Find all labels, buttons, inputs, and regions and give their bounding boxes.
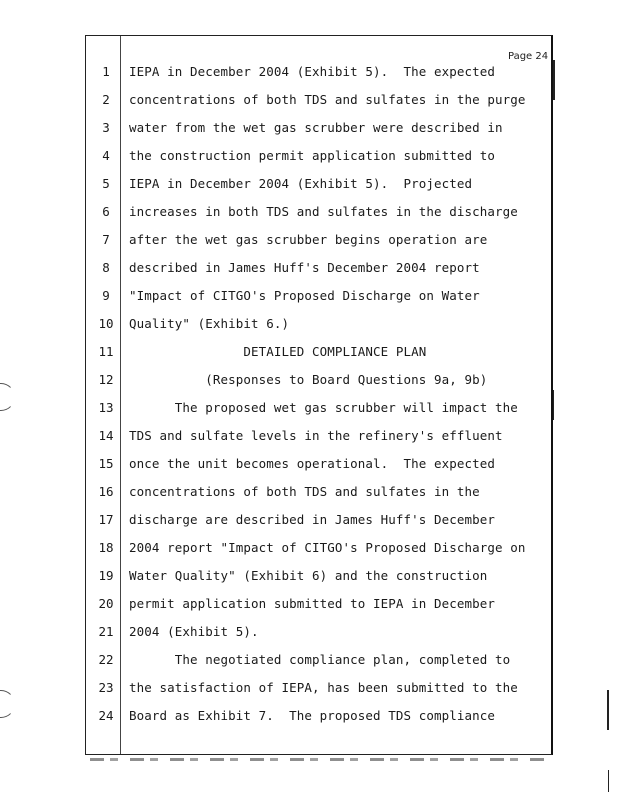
page-number: Page 24 xyxy=(508,51,549,62)
line-number: 22 xyxy=(98,652,114,667)
line-number: 17 xyxy=(98,512,114,527)
scan-edge-mark xyxy=(607,690,609,730)
line-number: 19 xyxy=(98,568,114,583)
transcript-line: 2004 (Exhibit 5). xyxy=(129,624,259,639)
transcript-line: after the wet gas scrubber begins operation are xyxy=(129,232,488,247)
transcript-line: discharge are described in James Huff's December xyxy=(129,512,496,527)
scan-edge-mark xyxy=(553,60,555,100)
punch-hole-mark xyxy=(0,383,15,411)
line-number: 16 xyxy=(98,484,114,499)
line-number: 3 xyxy=(102,120,110,135)
punch-hole-mark xyxy=(0,690,15,718)
transcript-line: water from the wet gas scrubber were described in xyxy=(129,120,503,135)
line-number: 7 xyxy=(102,232,110,247)
line-number: 23 xyxy=(98,680,114,695)
line-number: 13 xyxy=(98,400,114,415)
scan-edge-mark xyxy=(608,770,609,792)
transcript-line: Water Quality" (Exhibit 6) and the construction xyxy=(129,568,488,583)
scan-artifact-bottom xyxy=(90,758,545,761)
transcript-line: TDS and sulfate levels in the refinery's effluent xyxy=(129,428,503,443)
line-number: 12 xyxy=(98,372,114,387)
line-number: 15 xyxy=(98,456,114,471)
line-number: 5 xyxy=(102,176,110,191)
line-number: 21 xyxy=(98,624,114,639)
line-number: 8 xyxy=(102,260,110,275)
section-subheading: (Responses to Board Questions 9a, 9b) xyxy=(129,372,488,387)
transcript-line: "Impact of CITGO's Proposed Discharge on Water xyxy=(129,288,480,303)
section-heading: DETAILED COMPLIANCE PLAN xyxy=(129,344,427,359)
line-number: 10 xyxy=(98,316,114,331)
transcript-line: Quality" (Exhibit 6.) xyxy=(129,316,290,331)
transcript-line: 2004 report "Impact of CITGO's Proposed Discharge on xyxy=(129,540,526,555)
transcript-line: permit application submitted to IEPA in December xyxy=(129,596,496,611)
transcript-page xyxy=(85,35,553,755)
transcript-line: concentrations of both TDS and sulfates in the xyxy=(129,484,480,499)
transcript-line: the satisfaction of IEPA, has been submitted to the xyxy=(129,680,518,695)
transcript-line: the construction permit application submitted to xyxy=(129,148,496,163)
transcript-line: IEPA in December 2004 (Exhibit 5). The expected xyxy=(129,64,496,79)
line-number: 1 xyxy=(102,64,110,79)
transcript-line: Board as Exhibit 7. The proposed TDS compliance xyxy=(129,708,496,723)
transcript-line: once the unit becomes operational. The expected xyxy=(129,456,496,471)
transcript-line: The negotiated compliance plan, completed to xyxy=(129,652,511,667)
transcript-line: IEPA in December 2004 (Exhibit 5). Projected xyxy=(129,176,473,191)
line-number: 24 xyxy=(98,708,114,723)
transcript-line: concentrations of both TDS and sulfates in the purge xyxy=(129,92,526,107)
transcript-line: described in James Huff's December 2004 report xyxy=(129,260,480,275)
line-number: 6 xyxy=(102,204,110,219)
line-number: 14 xyxy=(98,428,114,443)
line-number: 11 xyxy=(98,344,114,359)
line-number: 18 xyxy=(98,540,114,555)
line-number-rule xyxy=(120,36,121,754)
line-number: 9 xyxy=(102,288,110,303)
line-number: 4 xyxy=(102,148,110,163)
scan-edge-mark xyxy=(553,390,554,420)
transcript-line: The proposed wet gas scrubber will impact the xyxy=(129,400,518,415)
line-number: 2 xyxy=(102,92,110,107)
transcript-line: increases in both TDS and sulfates in the discharge xyxy=(129,204,518,219)
line-number: 20 xyxy=(98,596,114,611)
